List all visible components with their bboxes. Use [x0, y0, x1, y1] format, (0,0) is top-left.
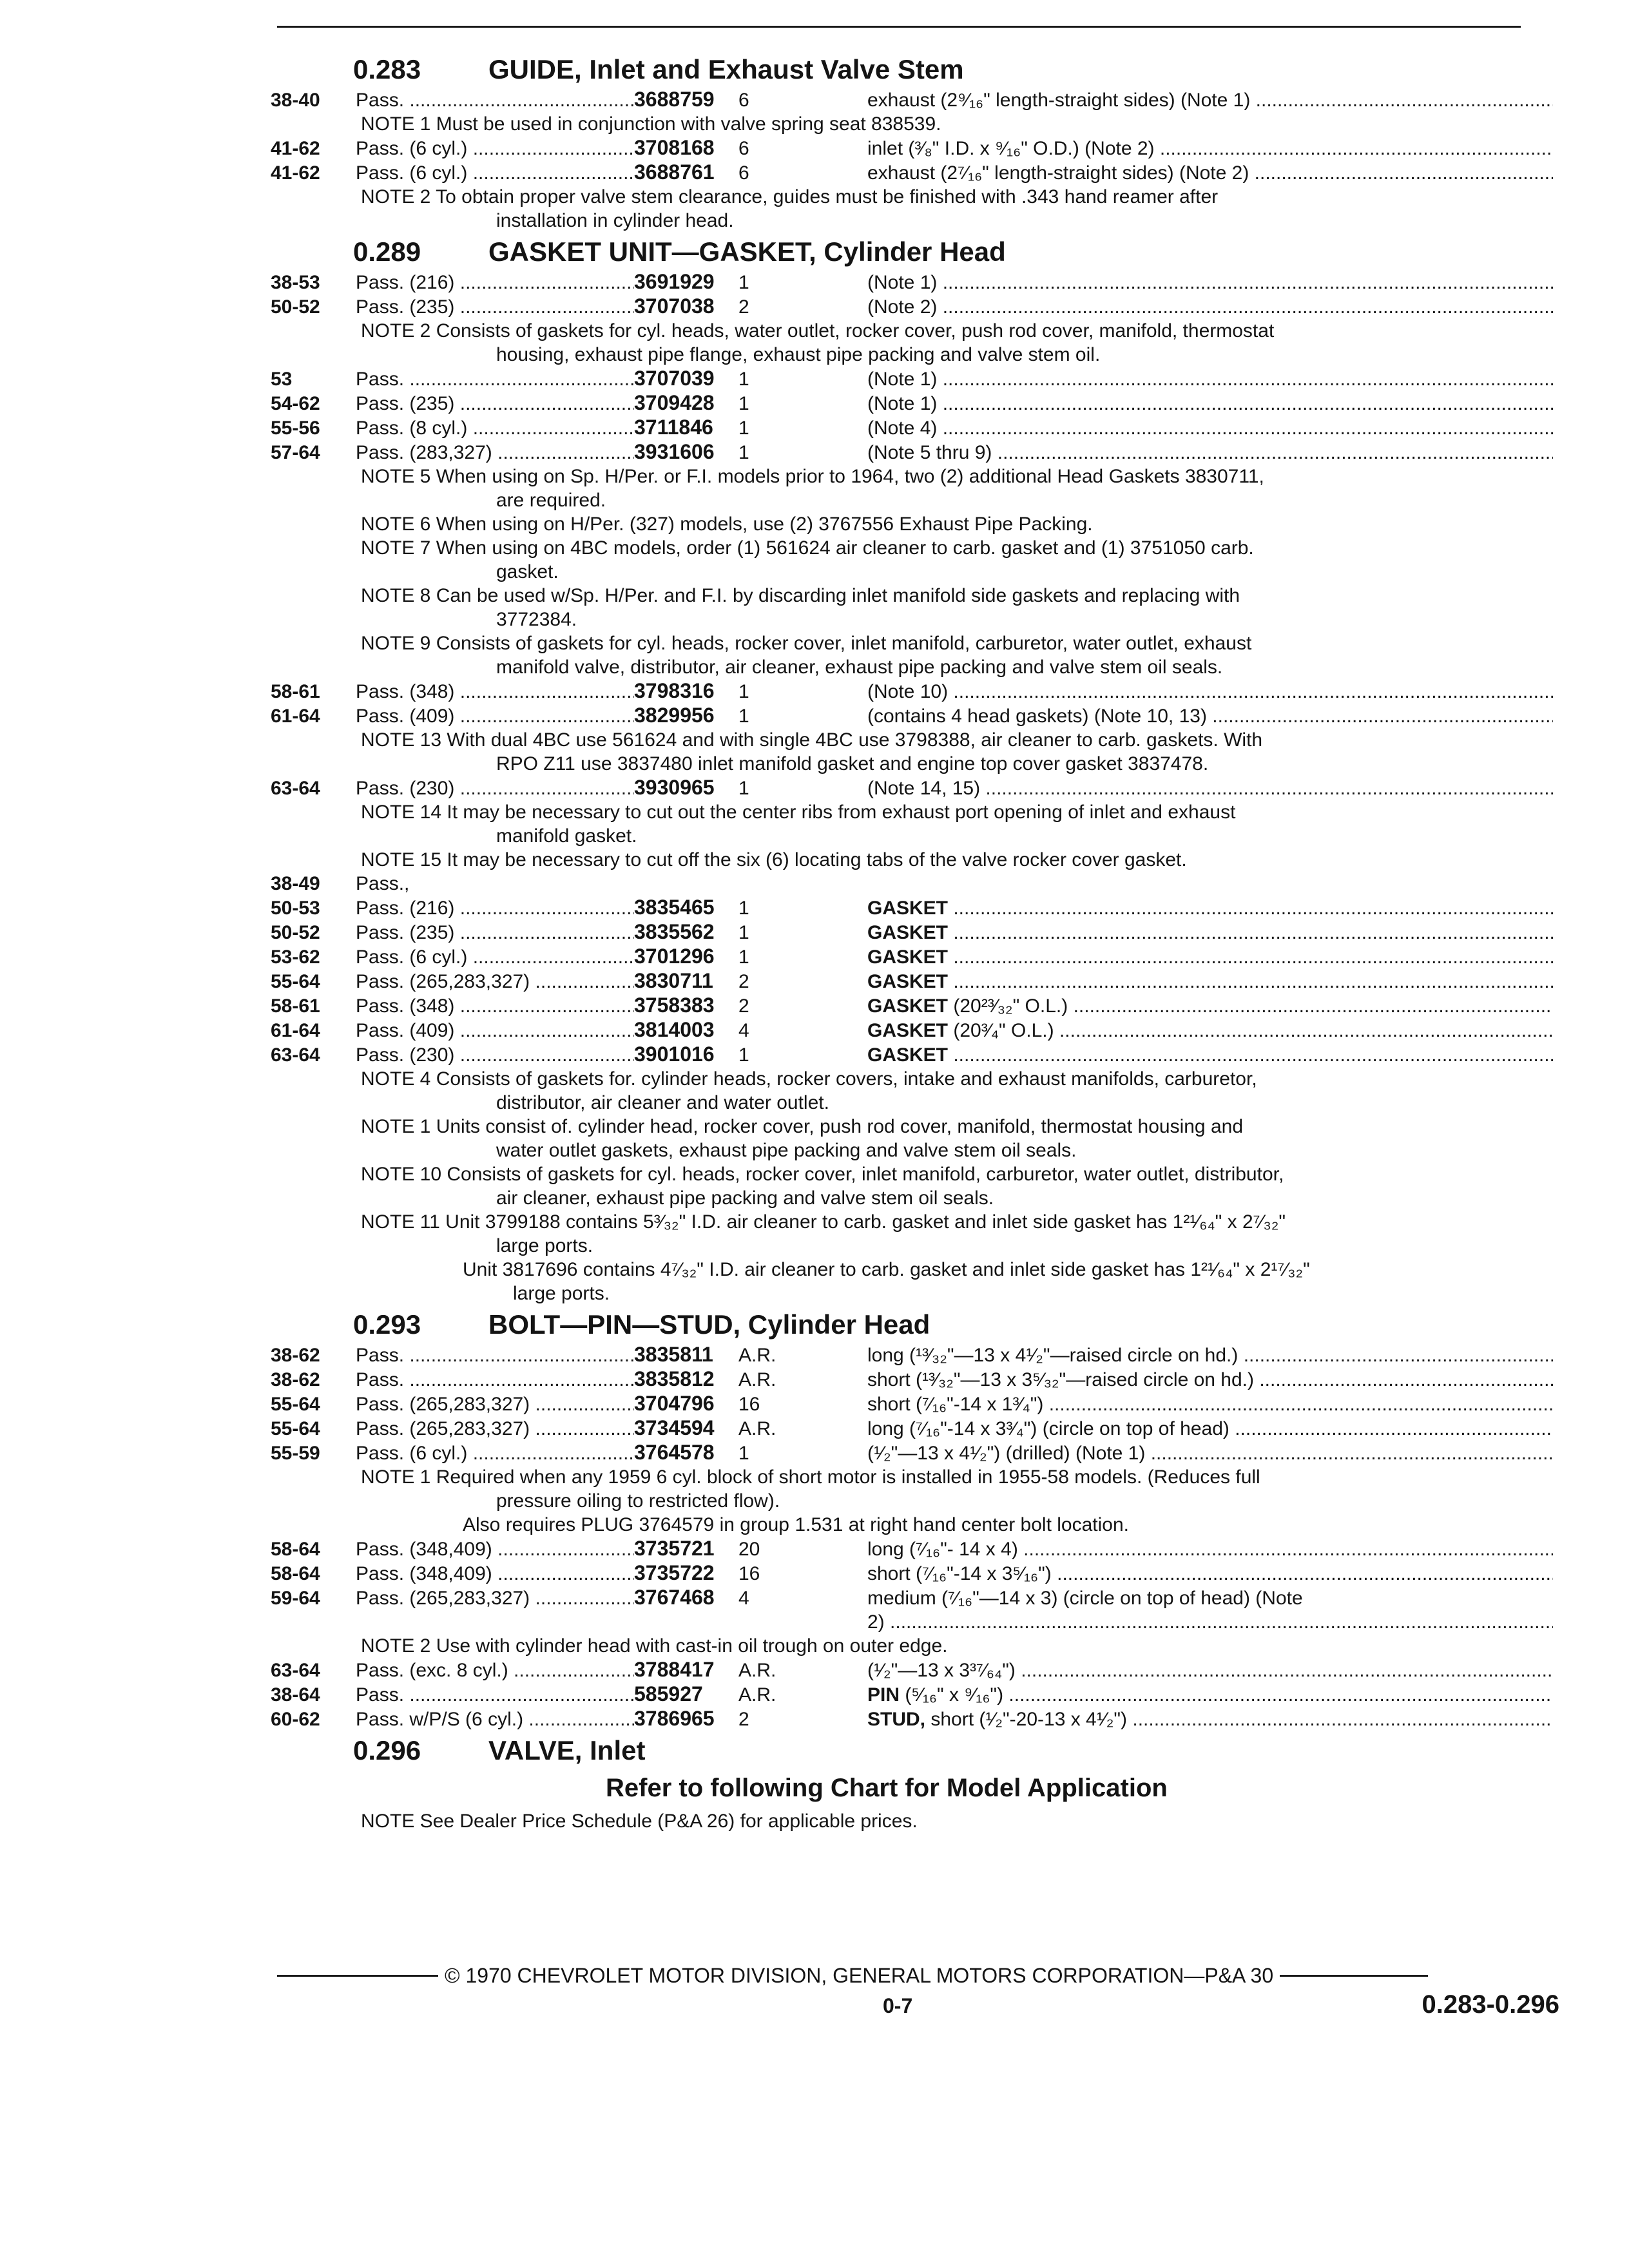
note-continuation: gasket.	[496, 561, 559, 582]
parts-row	[271, 679, 1553, 704]
application: Pass.,	[356, 873, 410, 894]
model-years: 55-59	[271, 1443, 320, 1464]
description	[867, 896, 1553, 920]
application: Pass. w/P/S (6 cyl.) .....	[356, 1707, 634, 1731]
parts-row	[271, 1441, 1553, 1465]
parts-row	[271, 1682, 1553, 1707]
part-number: 3764578	[634, 1441, 715, 1464]
parts-row	[271, 704, 1553, 728]
parts-row	[271, 945, 1553, 969]
quantity: 4	[738, 1020, 749, 1041]
parts-row	[271, 136, 1553, 160]
note	[271, 1067, 1553, 1115]
note-text: Unit 3817696 contains 4⁷⁄₃₂" I.D. air cleaner to carb. gasket and inlet side gasket has 1²¹⁄₆₄" x 2¹⁷⁄₃₂"	[463, 1259, 1310, 1280]
model-years: 53	[271, 369, 293, 390]
note	[271, 584, 1553, 631]
model-years: 61-64	[271, 1020, 320, 1041]
quantity: A.R.	[738, 1418, 776, 1439]
section-title	[271, 54, 1553, 85]
part-number: 3931606	[634, 440, 715, 463]
quantity: 1	[738, 369, 749, 390]
parts-row	[271, 776, 1553, 800]
description: medium (⁷⁄₁₆"—14 x 3) (circle on top of head) (Note	[867, 1588, 1303, 1609]
application: Pass. (265,283,327) .....	[356, 1417, 634, 1441]
quantity: 1	[738, 778, 749, 799]
description-detail: (20³⁄₄" O.L.)	[953, 1020, 1054, 1041]
note-continuation: housing, exhaust pipe flange, exhaust pipe packing and valve stem oil.	[496, 344, 1101, 365]
description: (contains 4 head gaskets) (Note 10, 13) .....	[867, 704, 1553, 728]
part-number: 3835812	[634, 1367, 715, 1390]
note-continuation: water outlet gaskets, exhaust pipe packing and valve stem oil seals.	[496, 1140, 1077, 1161]
description: inlet (³⁄₈" I.D. x ⁹⁄₁₆" O.D.) (Note 2) .....	[867, 137, 1553, 160]
note	[271, 536, 1553, 584]
note-continuation: RPO Z11 use 3837480 inlet manifold gasket and engine top cover gasket 3837478.	[496, 753, 1209, 774]
model-years: 58-61	[271, 681, 320, 702]
part-number: 3930965	[634, 776, 715, 799]
part-number: 3835811	[634, 1343, 713, 1366]
model-years: 38-62	[271, 1345, 320, 1366]
description: exhaust (2⁹⁄₁₆" length-straight sides) (Note 1) .....	[867, 88, 1553, 112]
part-number: 585927	[634, 1682, 703, 1706]
description-lead: PIN	[867, 1684, 900, 1706]
parts-row	[271, 1658, 1553, 1682]
description-lead: GASKET	[867, 1044, 949, 1066]
description-detail: (⁵⁄₁₆" x ⁹⁄₁₆")	[905, 1684, 1004, 1706]
part-number: 3707039	[634, 367, 715, 390]
note	[271, 112, 1553, 136]
quantity: 2	[738, 1709, 749, 1730]
description-detail: (20²³⁄₃₂" O.L.)	[953, 995, 1068, 1017]
model-years: 63-64	[271, 778, 320, 799]
quantity: 16	[738, 1563, 760, 1584]
quantity: 1	[738, 418, 749, 439]
note	[271, 1162, 1553, 1210]
application: Pass. (230) .....	[356, 776, 634, 800]
note-text: NOTE 15 It may be necessary to cut off the six (6) locating tabs of the valve rocker cover gasket.	[361, 849, 1187, 870]
quantity: 2	[738, 296, 749, 318]
section-title	[271, 1735, 1553, 1766]
model-years: 50-52	[271, 922, 320, 943]
section-number: 0.283	[353, 54, 421, 84]
note-text: NOTE 11 Unit 3799188 contains 5³⁄₃₂" I.D. air cleaner to carb. gasket and inlet side gasket has 1²¹⁄₆₄" x 2⁷⁄₃₂"	[361, 1211, 1286, 1233]
footer-rule-right	[1280, 1975, 1428, 1977]
catalog-page	[271, 50, 1553, 1836]
quantity: 20	[738, 1539, 760, 1560]
quantity: 6	[738, 138, 749, 159]
description: (Note 10) .....	[867, 680, 1553, 704]
application: Pass. (6 cyl.) .....	[356, 137, 634, 160]
description	[867, 921, 1553, 945]
part-number: 3708168	[634, 136, 715, 159]
part-number: 3786965	[634, 1707, 715, 1730]
part-number: 3830711	[634, 969, 713, 992]
section-name: VALVE, Inlet	[488, 1735, 646, 1765]
model-years: 53-62	[271, 947, 320, 968]
part-number: 3711846	[634, 416, 713, 439]
application: Pass. (8 cyl.) .....	[356, 416, 634, 440]
quantity: A.R.	[738, 1345, 776, 1366]
quantity: 2	[738, 971, 749, 992]
part-number: 3704796	[634, 1392, 715, 1415]
quantity: 1	[738, 922, 749, 943]
note-text: NOTE 4 Consists of gaskets for. cylinder heads, rocker covers, intake and exhaust manifolds, carburetor,	[361, 1068, 1257, 1090]
description	[867, 1019, 1553, 1043]
part-number: 3691929	[634, 270, 715, 293]
section-0-283	[271, 54, 1553, 233]
model-years: 38-64	[271, 1684, 320, 1706]
parts-row	[271, 1561, 1553, 1586]
description	[867, 945, 1553, 969]
quantity: 1	[738, 947, 749, 968]
note	[271, 185, 1553, 233]
description-detail: short (¹⁄₂"-20-13 x 4¹⁄₂")	[930, 1709, 1128, 1730]
note-text: Also requires PLUG 3764579 in group 1.531 at right hand center bolt location.	[463, 1514, 1130, 1535]
note	[271, 1210, 1553, 1258]
model-years: 55-64	[271, 1418, 320, 1439]
note-continuation: are required.	[496, 490, 606, 511]
application: Pass. (6 cyl.) .....	[356, 1441, 634, 1465]
application: Pass. (348,409) .....	[356, 1537, 634, 1561]
parts-row	[271, 367, 1553, 391]
quantity: 1	[738, 272, 749, 293]
description	[867, 994, 1553, 1018]
parts-row	[271, 896, 1553, 920]
quantity: 1	[738, 681, 749, 702]
footer-copyright: © 1970 CHEVROLET MOTOR DIVISION, GENERAL MOTORS CORPORATION—P&A 30	[445, 1964, 1274, 1987]
application: Pass. (216) .....	[356, 896, 634, 920]
model-years: 38-49	[271, 873, 320, 894]
part-number: 3758383	[634, 994, 715, 1017]
note-continuation: air cleaner, exhaust pipe packing and valve stem oil seals.	[496, 1187, 994, 1209]
section-title	[271, 1309, 1553, 1340]
description: short (⁷⁄₁₆"-14 x 1³⁄₄") .....	[867, 1392, 1553, 1416]
part-number: 3688759	[634, 88, 715, 111]
parts-row	[271, 872, 1553, 896]
parts-row	[271, 1043, 1553, 1067]
section-name: GASKET UNIT—GASKET, Cylinder Head	[488, 236, 1006, 267]
parts-row	[271, 1367, 1553, 1392]
application: Pass. (235) .....	[356, 921, 634, 945]
quantity: 1	[738, 393, 749, 414]
note-continuation: distributor, air cleaner and water outlet.	[496, 1092, 829, 1113]
model-years: 55-56	[271, 418, 320, 439]
note-continuation: large ports.	[513, 1283, 610, 1304]
model-years: 55-64	[271, 1394, 320, 1415]
part-number: 3798316	[634, 679, 715, 702]
description	[867, 970, 1553, 994]
part-number: 3788417	[634, 1658, 715, 1681]
quantity: 16	[738, 1394, 760, 1415]
application: Pass. .....	[356, 367, 634, 391]
parts-row	[271, 1537, 1553, 1561]
part-number: 3707038	[634, 294, 715, 318]
note-continuation: large ports.	[496, 1235, 593, 1256]
model-years: 41-62	[271, 138, 320, 159]
description: (Note 1) .....	[867, 367, 1553, 391]
note	[271, 1634, 1553, 1658]
note-continuation: 3772384.	[496, 609, 577, 630]
section-title	[271, 236, 1553, 267]
application: Pass. (216) .....	[356, 271, 634, 294]
application: Pass. (235) .....	[356, 392, 634, 416]
description	[867, 1043, 1553, 1067]
application: Pass. (409) .....	[356, 704, 634, 728]
application: Pass. (348,409) .....	[356, 1562, 634, 1586]
model-years: 61-64	[271, 706, 320, 727]
application: Pass. (265,283,327) .....	[356, 1392, 634, 1416]
note-text: NOTE 7 When using on 4BC models, order (1) 561624 air cleaner to carb. gasket and (1) 3751050 carb.	[361, 537, 1254, 559]
application: Pass. (348) .....	[356, 680, 634, 704]
part-number: 3835562	[634, 920, 715, 943]
parts-row	[271, 294, 1553, 319]
part-number: 3901016	[634, 1043, 715, 1066]
description-lead: GASKET	[867, 1020, 949, 1041]
parts-row	[271, 160, 1553, 185]
model-years: 50-52	[271, 296, 320, 318]
part-number: 3709428	[634, 391, 715, 414]
note-text: NOTE 2 To obtain proper valve stem clearance, guides must be finished with .343 hand reamer after	[361, 186, 1219, 207]
part-number: 3735722	[634, 1561, 715, 1584]
model-years: 54-62	[271, 393, 320, 414]
application: Pass. .....	[356, 1343, 634, 1367]
quantity: A.R.	[738, 1660, 776, 1681]
application: Pass. .....	[356, 1368, 634, 1392]
description: long (⁷⁄₁₆"-14 x 3³⁄₄") (circle on top of head) .....	[867, 1417, 1553, 1441]
parts-row	[271, 1343, 1553, 1367]
note-continuation: manifold valve, distributor, air cleaner, exhaust pipe packing and valve stem oil seals.	[496, 657, 1223, 678]
model-years: 38-62	[271, 1369, 320, 1390]
parts-row	[271, 1707, 1553, 1731]
quantity: 1	[738, 442, 749, 463]
application: Pass. (exc. 8 cyl.) .....	[356, 1658, 634, 1682]
part-number: 3734594	[634, 1416, 715, 1439]
model-years: 58-61	[271, 995, 320, 1017]
note	[271, 1115, 1553, 1162]
quantity: 1	[738, 1443, 749, 1464]
part-number: 3814003	[634, 1018, 715, 1041]
note-text: NOTE 14 It may be necessary to cut out the center ribs from exhaust port opening of inlet and exhaust	[361, 802, 1236, 823]
section-subtitle: Refer to following Chart for Model Application	[606, 1774, 1168, 1802]
parts-row	[271, 88, 1553, 112]
footer-page-number: 0-7	[883, 1994, 913, 2017]
parts-row	[271, 1610, 1553, 1634]
quantity: 6	[738, 162, 749, 184]
description-lead: GASKET	[867, 922, 949, 943]
description: long (¹³⁄₃₂"—13 x 4¹⁄₂"—raised circle on hd.) .....	[867, 1343, 1553, 1367]
footer-rule-left	[277, 1975, 438, 1977]
description: 2) .....	[867, 1610, 1553, 1634]
page-footer	[277, 1964, 1559, 2019]
parts-row	[271, 969, 1553, 994]
application: Pass. (265,283,327) .....	[356, 970, 634, 994]
note	[271, 848, 1553, 872]
quantity: 1	[738, 706, 749, 727]
application: Pass. (230) .....	[356, 1043, 634, 1067]
application: Pass. (6 cyl.) .....	[356, 945, 634, 969]
section-number: 0.289	[353, 236, 421, 267]
parts-row	[271, 440, 1553, 465]
quantity: 2	[738, 995, 749, 1017]
note-text: NOTE 1 Required when any 1959 6 cyl. block of short motor is installed in 1955-58 models. (Reduces full	[361, 1466, 1260, 1488]
parts-row	[271, 270, 1553, 294]
model-years: 41-62	[271, 162, 320, 184]
footer-section-range: 0.283-0.296	[1422, 1990, 1559, 2019]
note	[271, 1258, 1553, 1305]
description: (¹⁄₂"—13 x 4¹⁄₂") (drilled) (Note 1) .....	[867, 1441, 1553, 1465]
note-text: NOTE 6 When using on H/Per. (327) models, use (2) 3767556 Exhaust Pipe Packing.	[361, 514, 1093, 535]
application: Pass. (6 cyl.) .....	[356, 161, 634, 185]
section-0-293	[271, 1309, 1553, 1731]
note-continuation: manifold gasket.	[496, 825, 637, 847]
description-lead: GASKET	[867, 898, 949, 919]
note-text: NOTE 9 Consists of gaskets for cyl. heads, rocker cover, inlet manifold, carburetor, water outlet, exhaust	[361, 633, 1252, 654]
section-name: GUIDE, Inlet and Exhaust Valve Stem	[488, 54, 964, 84]
part-number: 3701296	[634, 945, 715, 968]
model-years: 63-64	[271, 1660, 320, 1681]
application: Pass. (265,283,327) .....	[356, 1586, 634, 1610]
parts-row	[271, 416, 1553, 440]
note	[271, 512, 1553, 536]
description-lead: GASKET	[867, 971, 949, 992]
description: short (¹³⁄₃₂"—13 x 3⁵⁄₃₂"—raised circle on hd.) .....	[867, 1368, 1553, 1392]
part-number: 3735721	[634, 1537, 715, 1560]
note	[271, 631, 1553, 679]
quantity: 6	[738, 90, 749, 111]
description: (Note 14, 15) .....	[867, 776, 1553, 800]
note-text: NOTE 8 Can be used w/Sp. H/Per. and F.I. by discarding inlet manifold side gaskets and replacing with	[361, 585, 1240, 606]
description: (Note 1) .....	[867, 271, 1553, 294]
note-text: NOTE 2 Use with cylinder head with cast-in oil trough on outer edge.	[361, 1635, 948, 1657]
part-number: 3767468	[634, 1586, 715, 1609]
parts-row	[271, 1018, 1553, 1043]
footer-copyright-line	[277, 1964, 1559, 1988]
application: Pass. (283,327) .....	[356, 441, 634, 465]
part-number: 3829956	[634, 704, 715, 727]
note-continuation: pressure oiling to restricted flow).	[496, 1490, 780, 1512]
section-number: 0.293	[353, 1309, 421, 1340]
description	[867, 1707, 1553, 1731]
quantity: 1	[738, 898, 749, 919]
top-rule	[277, 26, 1521, 28]
model-years: 50-53	[271, 898, 320, 919]
note	[271, 1513, 1553, 1537]
parts-row	[271, 391, 1553, 416]
model-years: 55-64	[271, 971, 320, 992]
description: (Note 4) .....	[867, 416, 1553, 440]
description-lead: STUD,	[867, 1709, 925, 1730]
section-0-289	[271, 236, 1553, 1305]
application: Pass. (348) .....	[356, 994, 634, 1018]
model-years: 38-53	[271, 272, 320, 293]
note-text: NOTE 5 When using on Sp. H/Per. or F.I. models prior to 1964, two (2) additional Head Gaskets 3830711,	[361, 466, 1264, 487]
model-years: 63-64	[271, 1044, 320, 1066]
application: Pass. .....	[356, 1683, 634, 1707]
section-number: 0.296	[353, 1735, 421, 1765]
model-years: 59-64	[271, 1588, 320, 1609]
description-lead: GASKET	[867, 995, 949, 1017]
quantity: 1	[738, 1044, 749, 1066]
description-lead: GASKET	[867, 947, 949, 968]
parts-row	[271, 994, 1553, 1018]
description: (¹⁄₂"—13 x 3³⁷⁄₆₄") .....	[867, 1658, 1553, 1682]
model-years: 58-64	[271, 1563, 320, 1584]
application: Pass. .....	[356, 88, 634, 112]
note	[271, 1465, 1553, 1513]
note-text: NOTE 10 Consists of gaskets for cyl. heads, rocker cover, inlet manifold, carburetor, water outlet, distributor,	[361, 1164, 1284, 1185]
note	[271, 319, 1553, 367]
description: (Note 1) .....	[867, 392, 1553, 416]
quantity: A.R.	[738, 1369, 776, 1390]
description	[867, 1683, 1553, 1707]
description: (Note 5 thru 9) .....	[867, 441, 1553, 465]
description: short (⁷⁄₁₆"-14 x 3⁵⁄₁₆") .....	[867, 1562, 1553, 1586]
parts-row	[271, 1416, 1553, 1441]
note	[271, 465, 1553, 512]
application: Pass. (235) .....	[356, 295, 634, 319]
part-number: 3688761	[634, 160, 715, 184]
section-0-296	[271, 1735, 1553, 1833]
note-text: NOTE 13 With dual 4BC use 561624 and with single 4BC use 3798388, air cleaner to carb. gaskets. With	[361, 729, 1263, 751]
parts-row	[271, 1586, 1553, 1610]
parts-row	[271, 920, 1553, 945]
model-years: 60-62	[271, 1709, 320, 1730]
description: exhaust (2⁷⁄₁₆" length-straight sides) (Note 2) .....	[867, 161, 1553, 185]
section-name: BOLT—PIN—STUD, Cylinder Head	[488, 1309, 930, 1340]
model-years: 57-64	[271, 442, 320, 463]
note-text: NOTE 1 Must be used in conjunction with valve spring seat 838539.	[361, 113, 941, 135]
application: Pass. (409) .....	[356, 1019, 634, 1043]
quantity: 4	[738, 1588, 749, 1609]
note	[271, 728, 1553, 776]
note-text: NOTE 2 Consists of gaskets for cyl. heads, water outlet, rocker cover, push rod cover, manifold, thermostat	[361, 320, 1275, 341]
price-note: NOTE See Dealer Price Schedule (P&A 26) for applicable prices.	[361, 1811, 918, 1832]
model-years: 58-64	[271, 1539, 320, 1560]
note-text: NOTE 1 Units consist of. cylinder head, rocker cover, push rod cover, manifold, thermostat housing and	[361, 1116, 1243, 1137]
parts-row	[271, 1392, 1553, 1416]
description: long (⁷⁄₁₆"- 14 x 4) .....	[867, 1537, 1553, 1561]
part-number: 3835465	[634, 896, 715, 919]
model-years: 38-40	[271, 90, 320, 111]
description: (Note 2) .....	[867, 295, 1553, 319]
note-continuation: installation in cylinder head.	[496, 210, 734, 231]
note	[271, 800, 1553, 848]
quantity: A.R.	[738, 1684, 776, 1706]
